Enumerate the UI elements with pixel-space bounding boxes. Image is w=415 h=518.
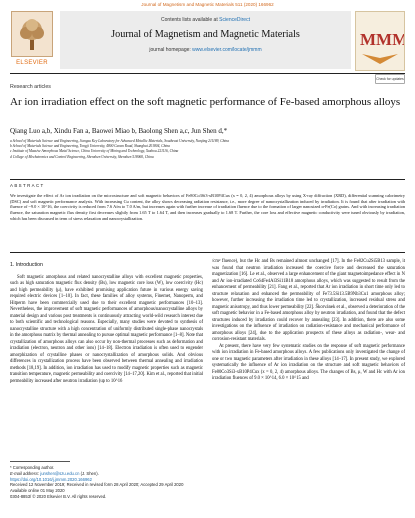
journal-reference-line[interactable]: Journal of Magnetism and Magnetic Materials 511 (2020) 166962 (141, 2, 274, 7)
left-column (10, 259, 203, 385)
journal-title: Journal of Magnetism and Magnetic Materials (111, 29, 300, 40)
affiliations (10, 139, 405, 160)
available-online: Available online 01 May 2020 (10, 488, 65, 494)
header-divider (10, 73, 405, 74)
mmm-logo-text: MMM (360, 30, 404, 49)
affiliation-d: d College of Mechatronics and Control Engineering, Shenzhen University, Shenzhen 518060, China (10, 154, 154, 159)
elsevier-logo[interactable] (10, 11, 54, 71)
copyright-line: 0304-8853/ © 2020 Elsevier B.V. All rights reserved. (10, 493, 107, 499)
received-dates: Received 12 November 2019; Received in revised form 28 April 2020; Accepted 29 April 2020 (10, 482, 184, 488)
elsevier-tree-icon (11, 11, 53, 57)
left-paragraph-1: Soft magnetic amorphous and related nanocrystalline alloys with excellent magnetic properties, such as high saturation magnetic flux density (Bs), low magnetic core loss (W), low coercivity (Hc) and high permeability (μ), have exhibited promising application future in various energy saving required electric devices [1–10]. In fact, these families of alloy systems, Finemet, Nanoperm, and Hitperm have been commercially used due to their excellent magnetic performances [10–13]. Nevertheless, the improvement of soft magnetic performances of amorphous/nanocrystalline alloys by material design and various post treatments is continuously attracting world-wild research interest due to both scientific and technological reasons. Especially, many studies were devoted to synthesis of nanocrystalline structure with a high concentration of uniformly distributed single-phase nanocrystals in the amorphous matrix by thermal annealing to pursue optimal magnetic performance [1–8]. Note that crystallization of amorphous alloys can also occur by non-thermal processes such as deformation and irradiation (electron, neutron and other ions) [14–18]. Electron irradiation is often used to engender amorphization of crystalline phases or nanocrystallization of amorphous solids. And obvious differences in crystallization process have been observed between thermal annealing and irradiation methods [18,19]. In addition, ion irradiation has used to modify magnetic properties such as magnetic transition temperature, magnetic permeability and coercivity [14–17,20]. Kim et al., reported that initial permeability increased after neutron irradiation (up to 10^16 (10, 274, 203, 384)
right-paragraph-2: At present, there have very few systematic studies on the response of soft magnetic performance with ion irradiation in Fe-based amorphous alloys. A few publications only investigated the change of one or two magnetic parameters after irradiation in these alloys [14–17]. In present study, we explored systematically the influence of Ar ion irradiation on the structure and soft magnetic behaviors of Fe80Co3Si3-xB10P4Cux (x = 0, 2, 4) amorphous alloys. The changes of Bs, μ, W and Hc with Ar ion irradiation fluences of 9.0 × 10^14, 6.0 × 10^15 and (212, 343, 405, 381)
publisher-name: ELSEVIER (16, 60, 48, 66)
footnote-divider (10, 461, 70, 462)
affiliation-b: b School of Materials Science and Engineering, Tongji University, 4800 Caoan Road, Shanghai 201804, China (10, 144, 170, 149)
email-prefix: E-mail address: (10, 470, 41, 476)
journal-header (10, 11, 405, 71)
journal-title-box (60, 11, 351, 69)
right-paragraph-1: /cm² fluence), but the Hc and Bs remained almost unchanged [17]. In the Fe82Cu2Si5B13 sample, it was found that neutron irradiation increased the coercive force and decreased the saturation magnetization [16]. Le et al., observed a large enhancement of the giant magnetoimpedance effect in N and Ar ion-irradiated Co64Fe4Al3Si11B18 amorphous alloys, which was suggested to result from the enhancement of permeability [21]. Fang et al., reported that Ar ion irradiation in short time only led to structure relaxation and enhanced the permeability of Fe73.5Si13.5B9Nb3Cu1 amorphous alloy; however, further increasing the irradiation time led to crystallization, increased residual stress and magnetic anisotropy, and thus lower permeability [22]. Škorvánek et al., observed a deterioration of the soft magnetic behavior in a Fe-based amorphous alloy by neutron irradiation, and found that the defect structures induced by irradiation could recover by annealing [23]. In addition, there are also some investigations on the influence of irradiation on radiation-resistance and mechanical performance of amorphous alloys [24], due to the application prospects of these alloys as radiation-, wear- and corrosion-resistant materials. (212, 259, 405, 342)
corresponding-author-note: * Corresponding author. (10, 465, 55, 470)
email-link[interactable]: junshen@szu.edu.cn (40, 470, 80, 476)
homepage-prefix: journal homepage: (149, 47, 193, 53)
author-list[interactable]: Qiang Luo a,b, Xindu Fan a, Baowei Miao b, Baolong Shen a,c, Jun Shen d,* (10, 127, 228, 135)
abstract-top-divider (10, 179, 405, 180)
homepage-link[interactable]: www.elsevier.com/locate/jmmm (192, 47, 262, 53)
journal-cover-logo[interactable] (355, 11, 405, 71)
abstract-heading: ABSTRACT (10, 183, 45, 188)
contents-available-prefix: Contents lists available at (161, 17, 220, 23)
footnote (10, 465, 405, 500)
affiliation-a: a School of Materials Science and Engineering, Jiangsu Key Laboratory for Advanced Metallic Materials, Southeast University, Nanjing 211189, China (10, 139, 229, 143)
section-title-introduction: 1. Introduction (10, 262, 43, 268)
abstract-text: We investigate the effect of Ar ion irradiation on the microstructure and soft magnetic behaviors of Fe80Co3Si3-xB10P4Cux (x = 0, 2, 4) amorphous alloys by using X-ray diffraction (XRD), differential scanning calorimetry (DSC) and soft magnetic performance analysis. With increasing Cu content, the alloy shows decreasing radiation resistance, i.e., more degree of nanocrystallization induced by irradiation. It is found that after irradiation with fluence of ~9.0 × 10^16, the coercivity is reduced from 7.6 A/m to 7.0 A/m, but increases again with further increase of irradiation fluence due to the formation of larger nanosized α-Fe(Co) grains. And with increasing irradiation fluence, the saturation magnetic flux density first decreases slightly from 1.65 T to 1.64 T, and then increases gradually to 1.68 T. Further, the core loss and effective magnetic conductivity were tuned obviously by irradiation, which has been discussed in term of stress relaxation and nanocrystallization. (10, 193, 405, 221)
article-type: Research articles (10, 84, 51, 90)
doi-link[interactable]: https://doi.org/10.1016/j.jmmm.2020.166962 (10, 476, 92, 482)
contents-available-line (60, 17, 351, 23)
sciencedirect-link[interactable]: ScienceDirect (219, 17, 250, 23)
check-for-updates-badge[interactable]: Check for updates (375, 74, 405, 84)
mmm-logo-icon (356, 12, 404, 70)
abstract-bottom-divider (10, 252, 405, 253)
email-suffix: (J. Shen). (79, 470, 99, 476)
right-column (212, 259, 405, 383)
journal-homepage-line (60, 47, 351, 53)
affiliation-c: c Institute of Massive Amorphous Metal Science, China University of Mining and Technology, Xuzhou 221116, China (10, 149, 179, 154)
article-title: Ar ion irradiation effect on the soft magnetic performance of Fe-based amorphous alloys (10, 96, 401, 108)
